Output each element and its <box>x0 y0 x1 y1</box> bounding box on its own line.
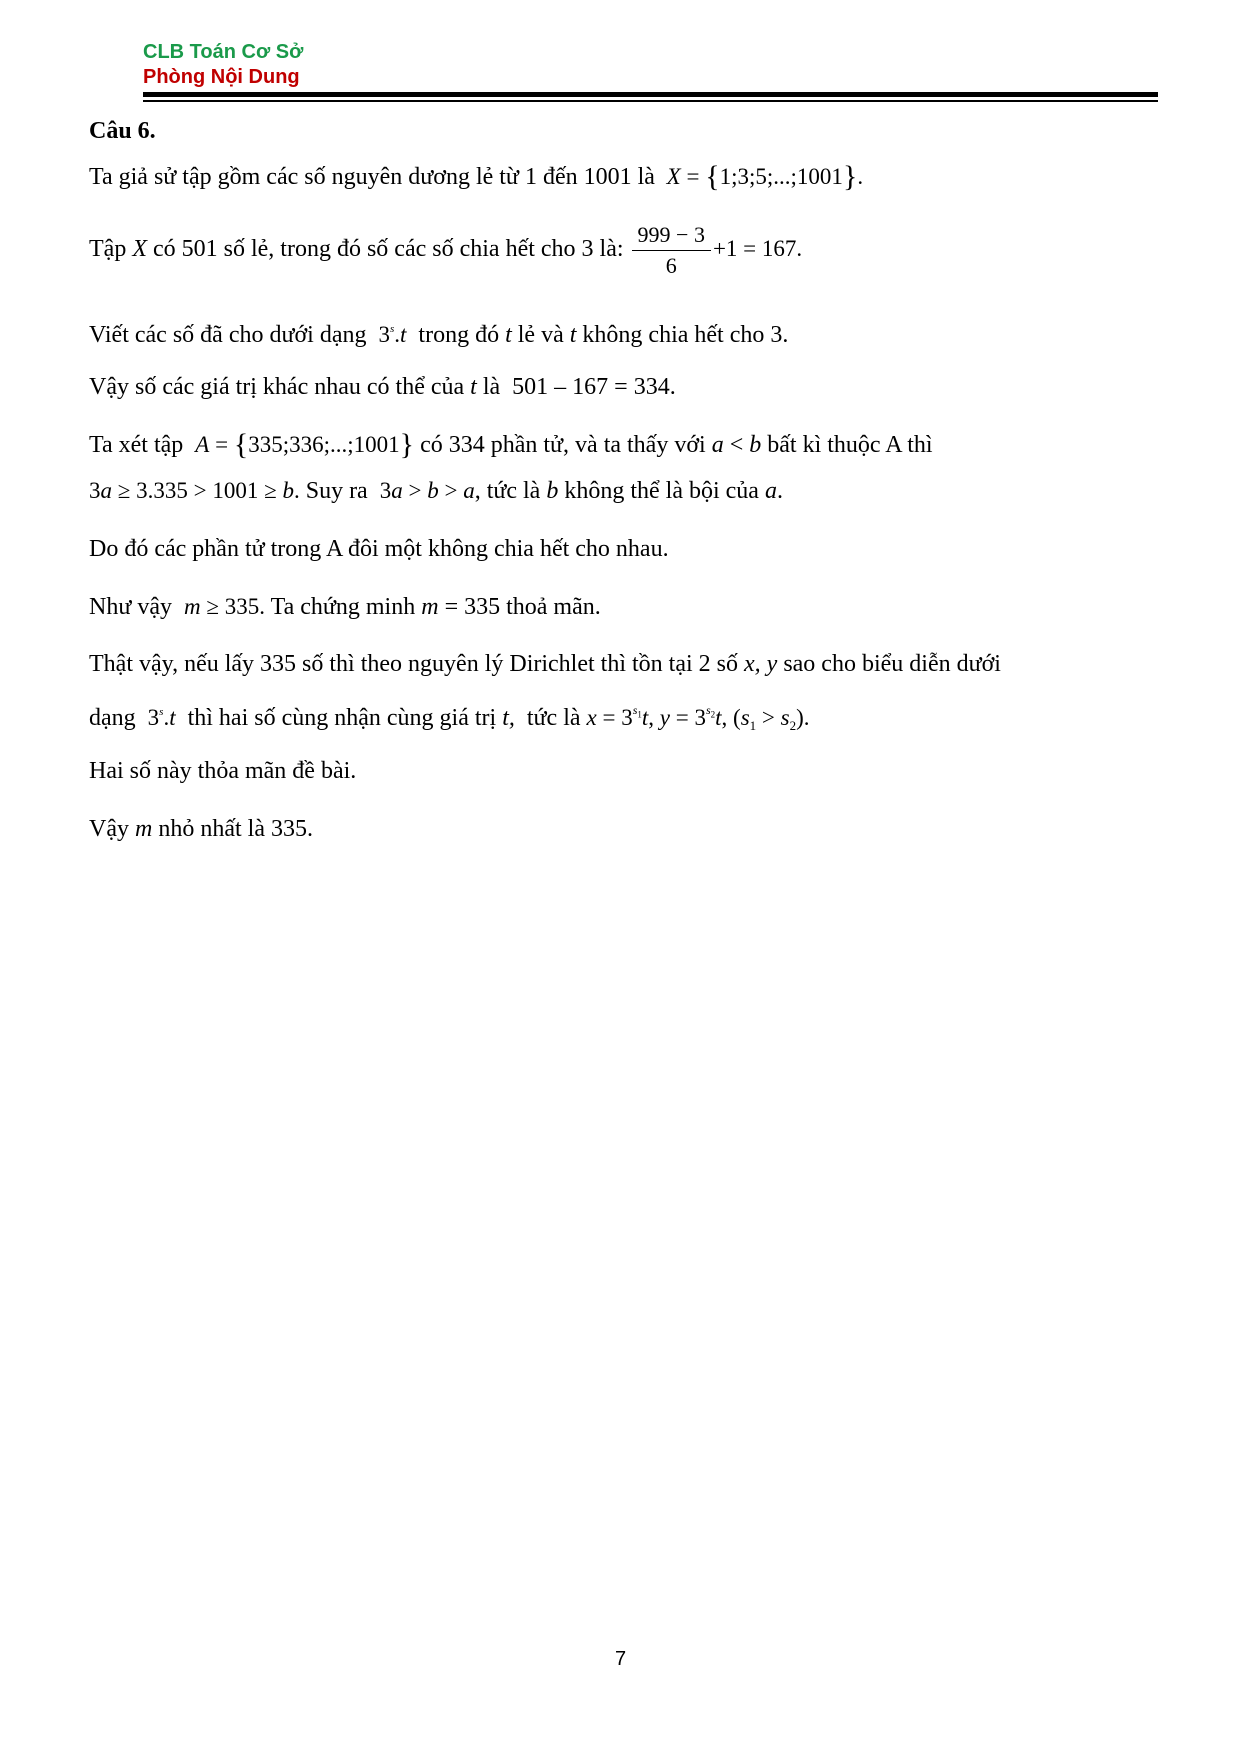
paragraph-2: Tập X có 501 số lẻ, trong đó số các số chia hết cho 3 là: $\frac{999 - 3}{6}$ +1 = 167. <box>89 222 803 278</box>
power-form: 3$^s$.t <box>378 322 407 347</box>
set-a-expression: A = {335;336;...;1001} <box>195 428 415 461</box>
power-form: 3$^s$.t <box>147 705 176 730</box>
paragraph-11: Hai số này thỏa mãn đề bài. <box>89 758 357 784</box>
paragraph-3: Viết các số đã cho dưới dạng 3$^s$.t trong đó t lẻ và t không chia hết cho 3. <box>89 322 789 348</box>
paragraph-4: Vậy số các giá trị khác nhau có thể của t là 501 – 167 = 334. <box>89 374 676 400</box>
paragraph-8: Như vậy m ≥ 335. Ta chứng minh m = 335 thoả mãn. <box>89 594 601 620</box>
header-rule-thin <box>143 100 1158 102</box>
fraction: $\frac{999 - 3}{6}$ <box>632 222 711 279</box>
paragraph-12: Vậy m nhỏ nhất là 335. <box>89 816 313 842</box>
inequality: 3a > b > a <box>379 478 475 503</box>
paragraph-5: Ta xét tập A = {335;336;...;1001} có 334 phần tử, và ta thấy với a < b bất kì thuộc A thì <box>89 428 933 461</box>
paragraph-7: Do đó các phần tử trong A đôi một không chia hết cho nhau. <box>89 536 669 562</box>
question-title: Câu 6. <box>89 118 156 144</box>
document-header <box>143 40 303 90</box>
paragraph-10: dạng 3$^s$.t thì hai số cùng nhận cùng giá trị t, tức là $x = 3^{s_1}t$, $y = 3^{s_2}t$, $(s_1 > s_2)$. <box>89 703 810 733</box>
paragraph-9: Thật vậy, nếu lấy 335 số thì theo nguyên lý Dirichlet thì tồn tại 2 số x, y sao cho biểu diễn dưới <box>89 651 1001 677</box>
department-name: Phòng Nội Dung <box>143 66 300 88</box>
page-number: 7 <box>614 1648 627 1670</box>
representation-expression: $x = 3^{s_1}t$, $y = 3^{s_2}t$, $(s_1 > s_2)$. <box>586 703 810 733</box>
set-x-expression: X = {1;3;5;...;1001}. <box>666 160 864 193</box>
paragraph-1: Ta giả sử tập gồm các số nguyên dương lẻ từ 1 đến 1001 là X = {1;3;5;...;1001}. <box>89 160 864 193</box>
header-rule-thick <box>143 92 1158 97</box>
inequality-chain: 3a ≥ 3.335 > 1001 ≥ b. <box>89 478 300 503</box>
club-name: CLB Toán Cơ Sở <box>143 41 304 63</box>
paragraph-6: 3a ≥ 3.335 > 1001 ≥ b. Suy ra 3a > b > a, tức là b không thể là bội của a. <box>89 478 783 504</box>
